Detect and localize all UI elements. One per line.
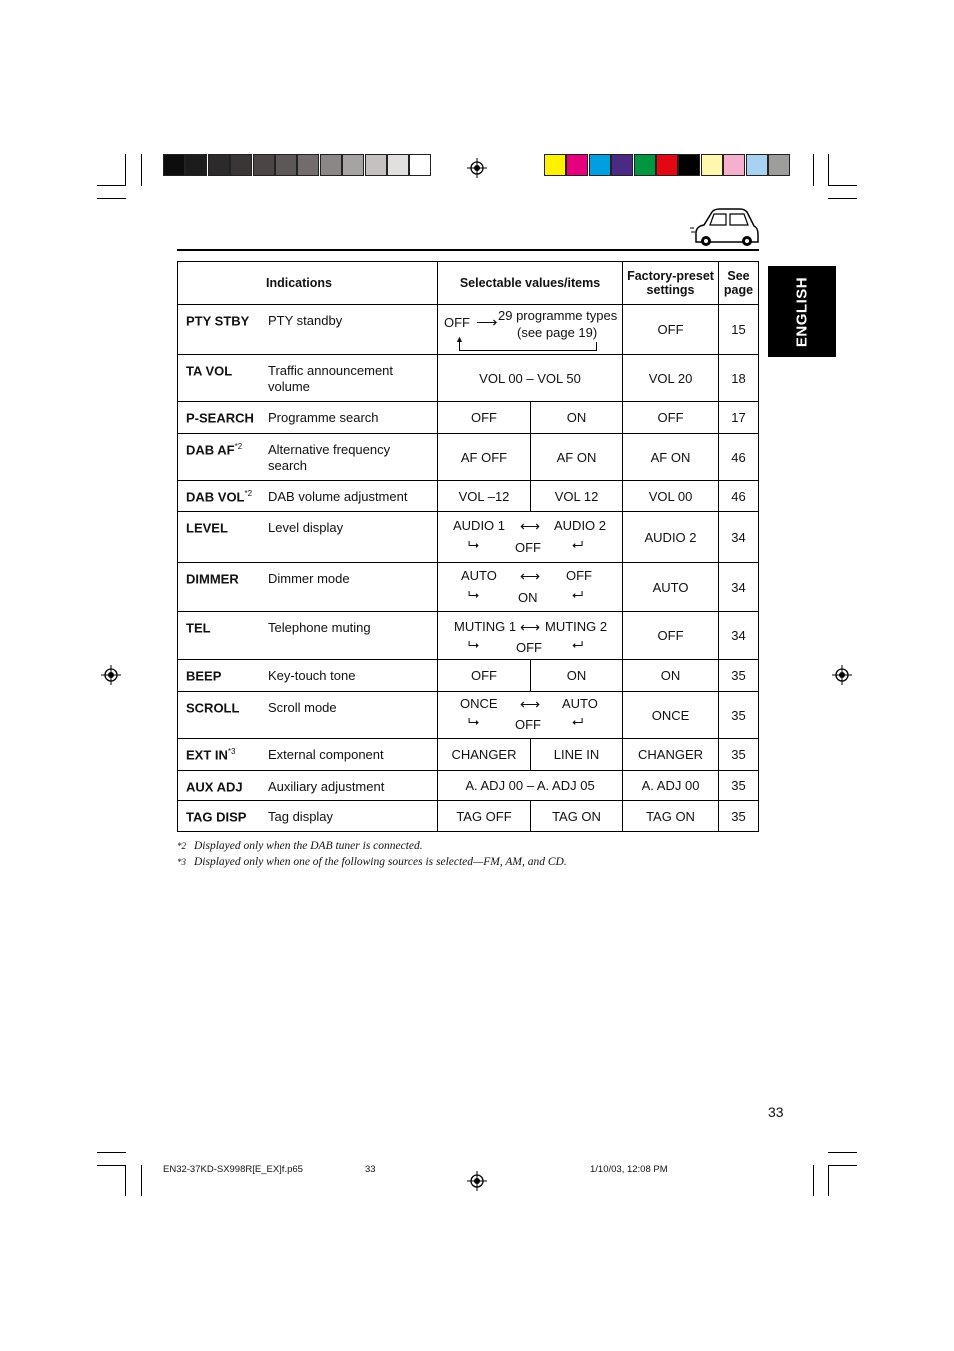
table-row: TA VOL Traffic announcement volume VOL 00 – VOL 50 VOL 20 18 xyxy=(178,355,759,402)
table-row: TAG DISP Tag display TAG OFF TAG ON TAG ON 35 xyxy=(178,801,759,832)
color-swatch xyxy=(275,154,297,176)
selectable-values: AUDIO 1 ⟷ AUDIO 2 ⮡ OFF ⮠ xyxy=(438,512,623,563)
color-swatch xyxy=(342,154,364,176)
crop-mark xyxy=(828,198,857,199)
table-row xyxy=(178,305,759,355)
setting-code: PTY STBY xyxy=(186,313,250,329)
crop-mark xyxy=(125,154,126,186)
registration-mark-icon xyxy=(101,665,121,685)
settings-table xyxy=(177,261,759,832)
color-swatch xyxy=(297,154,319,176)
crop-mark xyxy=(141,154,142,186)
color-swatch xyxy=(768,154,790,176)
footnote: *2 Displayed only when the DAB tuner is connected. xyxy=(177,840,423,852)
table-row: LEVEL Level display AUDIO 1 ⟷ AUDIO 2 ⮡ OFF ⮠ AUDIO 2 34 xyxy=(178,512,759,563)
header-selectable: Selectable values/items xyxy=(438,262,623,305)
color-swatch xyxy=(387,154,409,176)
footer-page: 33 xyxy=(365,1164,376,1175)
color-swatch xyxy=(723,154,745,176)
table-row: DIMMER Dimmer mode AUTO ⟷ OFF ⮡ ON ⮠ AUTO 34 xyxy=(178,563,759,612)
crop-mark xyxy=(813,154,814,186)
crop-mark xyxy=(828,185,857,186)
crop-mark xyxy=(828,1165,857,1166)
color-swatch xyxy=(253,154,275,176)
footer-file: EN32-37KD-SX998R[E_EX]f.p65 xyxy=(163,1164,303,1175)
crop-mark xyxy=(141,1165,142,1196)
color-swatch xyxy=(365,154,387,176)
language-tab: ENGLISH xyxy=(768,266,836,357)
color-swatch xyxy=(230,154,252,176)
crop-mark xyxy=(828,1165,829,1196)
registration-mark-icon xyxy=(467,1171,487,1191)
table-header-row xyxy=(178,262,759,305)
crop-mark xyxy=(125,1165,126,1196)
table-row: DAB VOL$^{*2}$ DAB volume adjustment VOL –12 VOL 12 VOL 00 46 xyxy=(178,481,759,512)
header-rule xyxy=(177,249,759,251)
color-swatch xyxy=(656,154,678,176)
crop-mark xyxy=(828,154,829,186)
color-swatch xyxy=(320,154,342,176)
color-swatch xyxy=(589,154,611,176)
crop-mark xyxy=(828,1152,857,1153)
footer-date: 1/10/03, 12:08 PM xyxy=(590,1164,668,1175)
table-row: P-SEARCH Programme search OFF ON OFF 17 xyxy=(178,402,759,434)
footnote: *3 Displayed only when one of the following sources is selected—FM, AM, and CD. xyxy=(177,856,567,868)
table-row: BEEP Key-touch tone OFF ON ON 35 xyxy=(178,660,759,692)
table-row: DAB AF$^{*2}$ Alternative frequency search AF OFF AF ON AF ON 46 xyxy=(178,434,759,481)
selectable-values: MUTING 1 ⟷ MUTING 2 ⮡ OFF ⮠ xyxy=(438,612,623,660)
selectable-values: OFF ⟶ 29 programme types (see page 19) ▲ xyxy=(438,305,623,355)
color-swatch xyxy=(634,154,656,176)
color-swatch xyxy=(544,154,566,176)
factory-value: OFF xyxy=(623,305,719,355)
table-row: AUX ADJ Auxiliary adjustment A. ADJ 00 – A. ADJ 05 A. ADJ 00 35 xyxy=(178,771,759,801)
color-swatch xyxy=(611,154,633,176)
header-indications: Indications xyxy=(178,262,438,305)
header-factory: Factory-preset settings xyxy=(623,262,719,305)
page-number: 33 xyxy=(768,1104,784,1120)
registration-mark-icon xyxy=(467,158,487,178)
color-swatch xyxy=(746,154,768,176)
selectable-values: VOL 00 – VOL 50 xyxy=(438,355,623,402)
crop-mark xyxy=(97,1165,126,1166)
color-swatch xyxy=(185,154,207,176)
color-swatch xyxy=(409,154,431,176)
selectable-values: ONCE ⟷ AUTO ⮡ OFF ⮠ xyxy=(438,692,623,739)
color-swatch xyxy=(208,154,230,176)
crop-mark xyxy=(97,1152,126,1153)
selectable-values: AUTO ⟷ OFF ⮡ ON ⮠ xyxy=(438,563,623,612)
see-page: 15 xyxy=(719,305,759,355)
registration-mark-icon xyxy=(832,665,852,685)
table-row: SCROLL Scroll mode ONCE ⟷ AUTO ⮡ OFF ⮠ ONCE 35 xyxy=(178,692,759,739)
header-see-page: See page xyxy=(719,262,759,305)
color-swatch xyxy=(678,154,700,176)
car-icon xyxy=(688,206,760,248)
color-swatch xyxy=(701,154,723,176)
crop-mark xyxy=(97,185,126,186)
table-row: EXT IN$^{*3}$ External component CHANGER LINE IN CHANGER 35 xyxy=(178,739,759,771)
setting-description: PTY standby xyxy=(268,313,343,328)
color-swatch xyxy=(163,154,185,176)
crop-mark xyxy=(97,198,126,199)
table-row: TEL Telephone muting MUTING 1 ⟷ MUTING 2 ⮡ OFF ⮠ OFF 34 xyxy=(178,612,759,660)
color-swatch xyxy=(566,154,588,176)
crop-mark xyxy=(813,1165,814,1196)
